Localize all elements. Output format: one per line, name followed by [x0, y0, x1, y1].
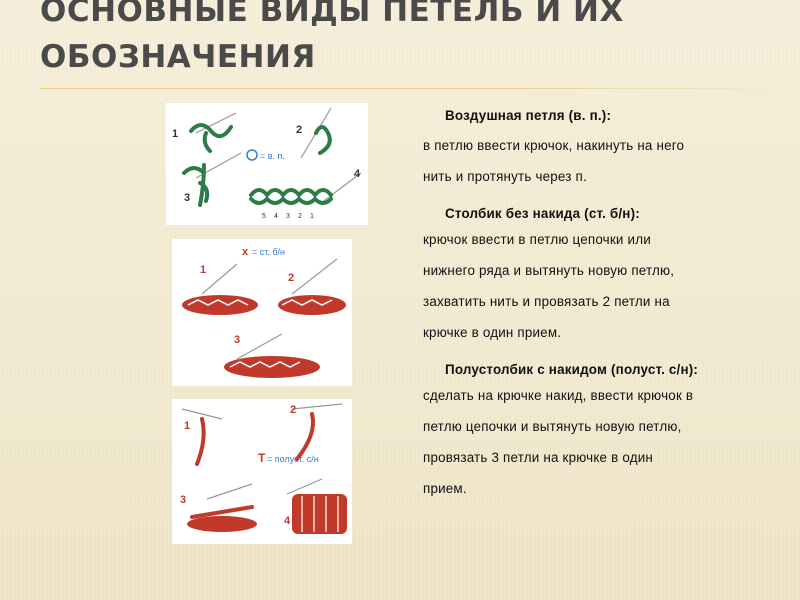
- body-line: крючок ввести в петлю цепочки или: [423, 232, 651, 247]
- body-line: в петлю ввести крючок, накинуть на него: [423, 138, 685, 153]
- svg-text:5: 5: [262, 213, 266, 220]
- chain-symbol-icon: [247, 150, 257, 160]
- img2-label-1: 1: [200, 264, 207, 276]
- svg-text:2: 2: [298, 213, 302, 220]
- slide-title: ОСНОВНЫЕ ВИДЫ ПЕТЕЛЬ И ИХ ОБОЗНАЧЕНИЯ: [40, 0, 624, 75]
- body-line: провязать 3 петли на крючке в один: [423, 450, 654, 465]
- single-crochet-illustration: [172, 239, 352, 386]
- section-single-crochet: [423, 204, 773, 348]
- section-body: [423, 380, 773, 504]
- img2-label-2: 2: [288, 272, 295, 284]
- body-line: крючке в один прием.: [423, 325, 562, 340]
- x-symbol-icon: x: [242, 246, 249, 258]
- body-line: захватить нить и провязать 2 петли на: [423, 294, 670, 309]
- half-double-symbol-icon: T: [258, 451, 266, 465]
- img2-label-3: 3: [234, 334, 241, 346]
- title-underline: [40, 88, 800, 89]
- chain-stitch-illustration: [166, 103, 368, 225]
- img3-label-2: 2: [290, 404, 297, 416]
- section-body: [423, 130, 773, 192]
- svg-text:1: 1: [310, 213, 314, 220]
- img1-label-2: 2: [296, 124, 303, 136]
- img1-label-1: 1: [172, 128, 179, 140]
- instructions-column: [423, 106, 773, 504]
- half-double-crochet-illustration: [172, 399, 352, 544]
- svg-text:3: 3: [286, 213, 290, 220]
- body-line: нижнего ряда и вытянуть новую петлю,: [423, 263, 675, 278]
- img1-label-4: 4: [354, 168, 361, 180]
- section-chain-stitch: [423, 106, 773, 192]
- section-half-double-crochet: [423, 360, 773, 504]
- img2-legend: = ст. б/н: [252, 247, 286, 257]
- section-heading: Воздушная петля (в. п.):: [445, 108, 612, 123]
- img3-legend: = полуст. с/н: [267, 454, 319, 464]
- img1-label-3: 3: [184, 192, 191, 204]
- body-line: прием.: [423, 481, 467, 496]
- svg-text:4: 4: [274, 213, 278, 220]
- img3-label-4: 4: [284, 515, 291, 527]
- img3-label-1: 1: [184, 420, 191, 432]
- section-heading: Полустолбик с накидом (полуст. с/н):: [445, 362, 699, 377]
- img1-legend: = в. п.: [260, 151, 285, 161]
- section-body: [423, 224, 773, 348]
- body-line: сделать на крючке накид, ввести крючок в: [423, 388, 694, 403]
- body-line: петлю цепочки и вытянуть новую петлю,: [423, 419, 682, 434]
- body-line: нить и протянуть через п.: [423, 169, 587, 184]
- section-heading: Столбик без накида (ст. б/н):: [445, 206, 640, 221]
- img3-label-3: 3: [180, 494, 187, 506]
